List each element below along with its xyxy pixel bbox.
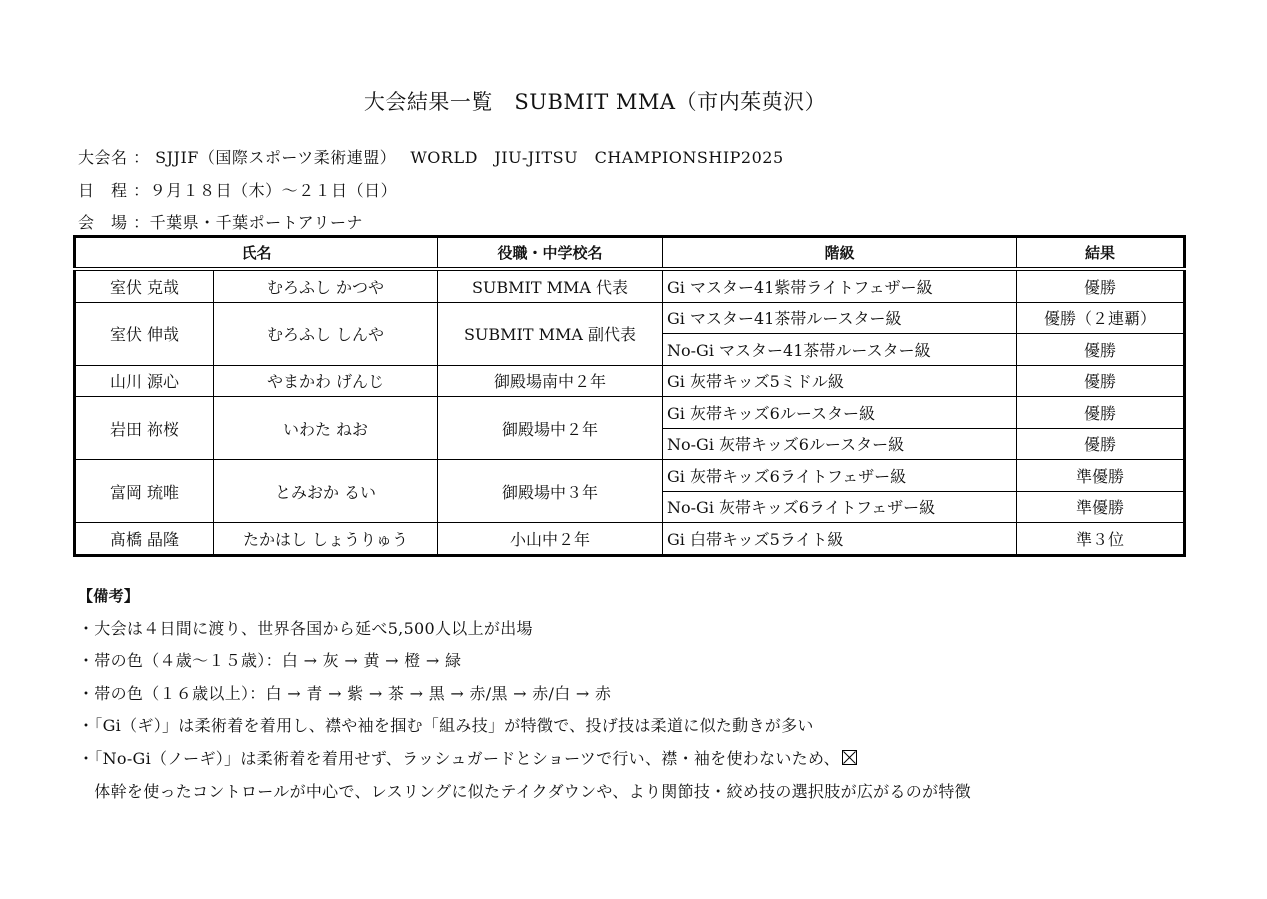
entry-result: 優勝（２連覇） (1017, 302, 1185, 334)
note-line: ・帯の色（４歳～１５歳）：白 → 灰 → 黄 → 橙 → 緑 (78, 651, 462, 671)
table-row (75, 460, 1185, 492)
entry-result: 優勝 (1017, 428, 1185, 460)
entry-rank: No-Gi マスター41茶帯ルースター級 (663, 334, 1017, 366)
person-name: 岩田 祢桜 (75, 397, 214, 460)
event-date-line: 日 程 ：９月１８日（木）～２１日（日） (78, 181, 398, 200)
entry-rank: No-Gi 灰帯キッズ6ルースター級 (663, 428, 1017, 460)
header-result: 結果 (1017, 237, 1185, 270)
entry-rank: Gi マスター41紫帯ライトフェザー級 (663, 269, 1017, 302)
table-row (75, 302, 1185, 334)
header-role: 役職・中学校名 (438, 237, 663, 270)
results-table (73, 235, 1186, 557)
person-name: 山川 源心 (75, 365, 214, 397)
person-role: 御殿場中３年 (438, 460, 663, 523)
person-kana: いわた ねお (214, 397, 438, 460)
table-row (75, 523, 1185, 556)
note-line: 体幹を使ったコントロールが中心で、レスリングに似たテイクダウンや、より関節技・絞め技の選択肢が広がるのが特徴 (78, 781, 971, 801)
table-row (75, 365, 1185, 397)
entry-result: 準優勝 (1017, 491, 1185, 523)
person-kana: むろふし しんや (214, 302, 438, 365)
entry-rank: Gi 灰帯キッズ6ルースター級 (663, 397, 1017, 429)
entry-rank: No-Gi 灰帯キッズ6ライトフェザー級 (663, 491, 1017, 523)
entry-result: 優勝 (1017, 397, 1185, 429)
person-name: 富岡 琉唯 (75, 460, 214, 523)
person-name: 室伏 克哉 (75, 269, 214, 302)
notes-heading: 【備考】 (78, 587, 140, 605)
event-name-line: 大会名 ： SJJIF（国際スポーツ柔術連盟） WORLD JIU-JITSU CHAMPIONSHIP2025 (78, 148, 784, 167)
notes-section (78, 585, 971, 813)
person-role: 御殿場南中２年 (438, 365, 663, 397)
person-role: SUBMIT MMA 副代表 (438, 302, 663, 365)
person-kana: むろふし かつや (214, 269, 438, 302)
line-break-marker-icon (842, 750, 857, 765)
entry-rank: Gi マスター41茶帯ルースター級 (663, 302, 1017, 334)
person-kana: とみおか るい (214, 460, 438, 523)
person-role: SUBMIT MMA 代表 (438, 269, 663, 302)
person-kana: やまかわ げんじ (214, 365, 438, 397)
note-line-text: ・「No-Gi（ノーギ）」は柔術着を着用せず、ラッシュガードとショーツで行い、襟・袖を使わないため、 (78, 748, 840, 768)
person-role: 小山中２年 (438, 523, 663, 556)
note-line: ・「Gi（ギ）」は柔術着を着用し、襟や袖を掴む「組み技」が特徴で、投げ技は柔道に似た動きが多い (78, 716, 814, 736)
entry-result: 優勝 (1017, 269, 1185, 302)
event-venue-line: 会 場 ：千葉県・千葉ポートアリーナ (78, 213, 363, 232)
note-line: ・帯の色（１６歳以上）：白 → 青 → 紫 → 茶 → 黒 → 赤/黒 → 赤/白 → 赤 (78, 683, 612, 703)
entry-rank: Gi 灰帯キッズ5ミドル級 (663, 365, 1017, 397)
entry-rank: Gi 灰帯キッズ6ライトフェザー級 (663, 460, 1017, 492)
header-name: 氏名 (75, 237, 438, 270)
note-line: ・大会は４日間に渡り、世界各国から延べ5,500人以上が出場 (78, 618, 533, 638)
entry-result: 優勝 (1017, 334, 1185, 366)
note-line-nogi (78, 748, 971, 781)
person-kana: たかはし しょうりゅう (214, 523, 438, 556)
person-name: 髙橋 晶隆 (75, 523, 214, 556)
document-title: 大会結果一覧 SUBMIT MMA（市内茱萸沢） (363, 90, 827, 114)
table-row (75, 269, 1185, 302)
entry-result: 準３位 (1017, 523, 1185, 556)
entry-rank: Gi 白帯キッズ5ライト級 (663, 523, 1017, 556)
header-rank: 階級 (663, 237, 1017, 270)
table-row (75, 397, 1185, 429)
entry-result: 準優勝 (1017, 460, 1185, 492)
person-name: 室伏 伸哉 (75, 302, 214, 365)
person-role: 御殿場中２年 (438, 397, 663, 460)
entry-result: 優勝 (1017, 365, 1185, 397)
table-header-row (75, 237, 1185, 270)
